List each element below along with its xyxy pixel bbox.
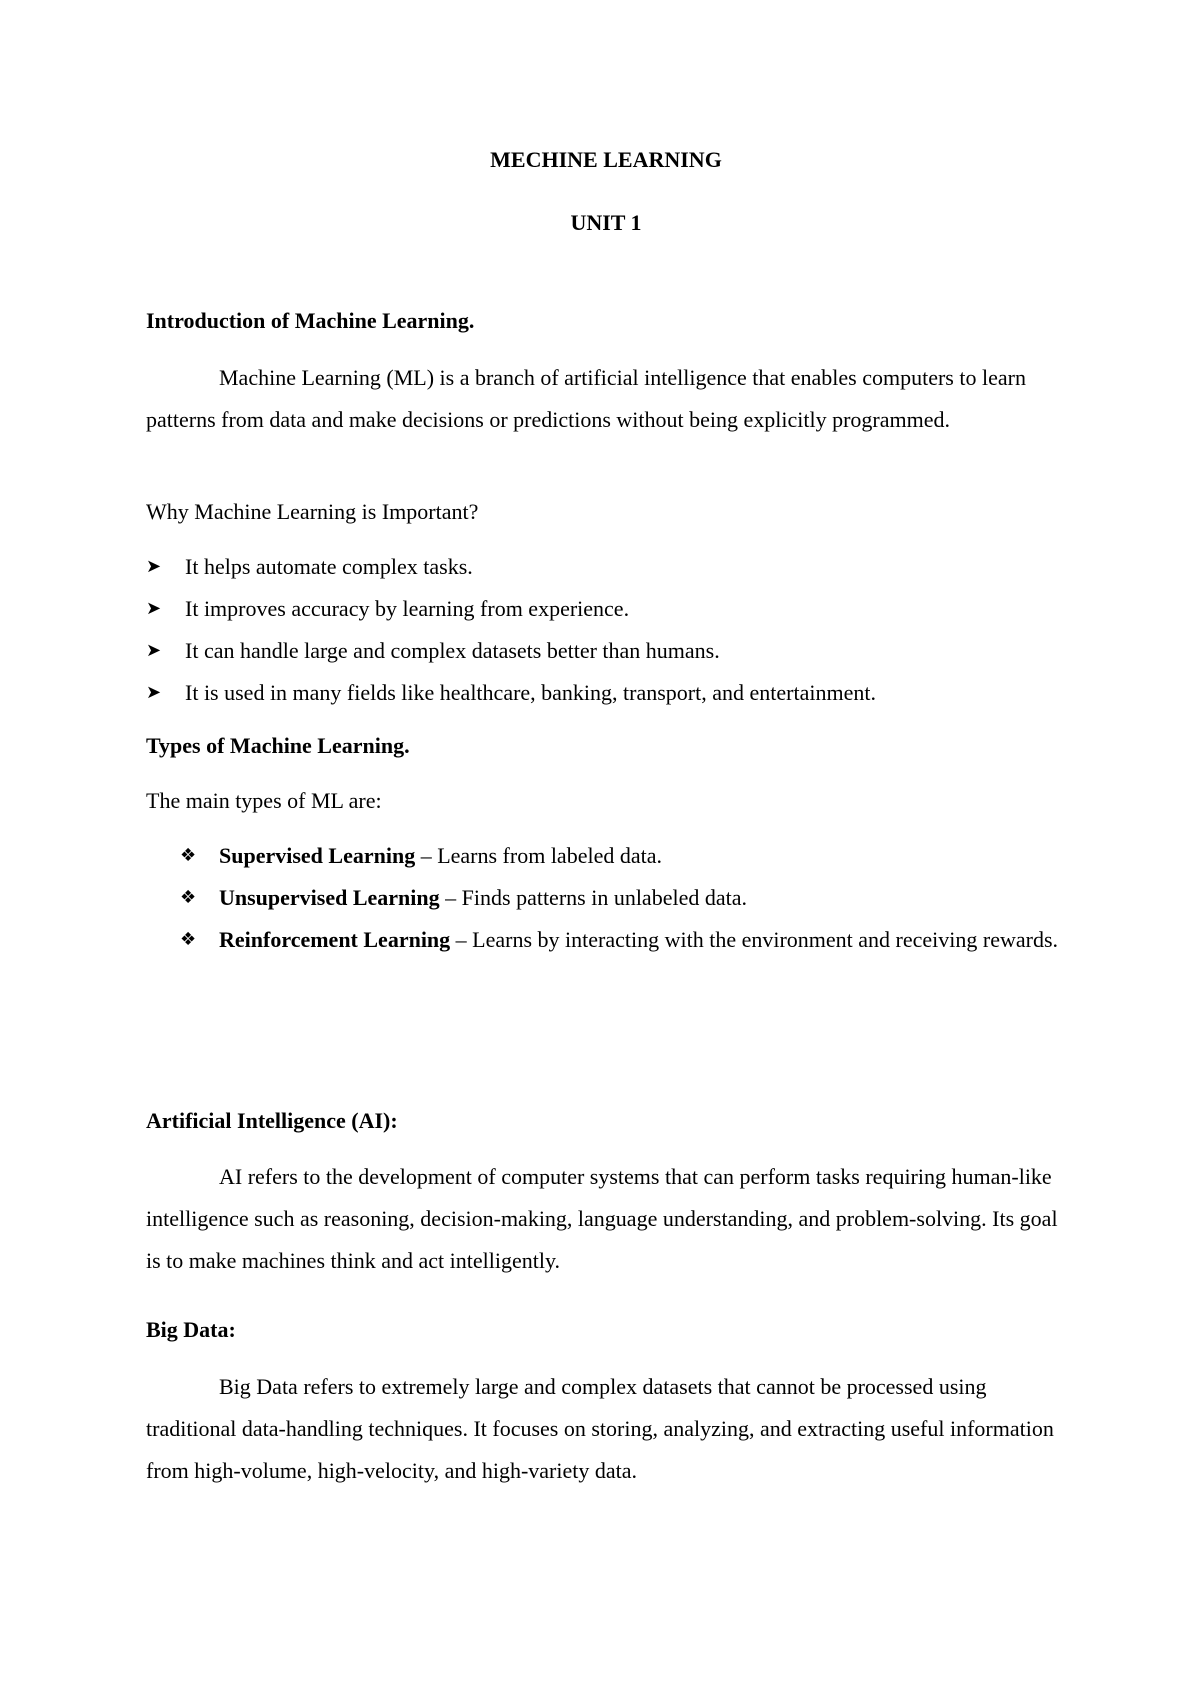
section-heading-introduction: Introduction of Machine Learning.: [146, 308, 475, 333]
big-data-paragraph: Big Data refers to extremely large and complex datasets that cannot be processed using traditional data-handling techniques. It focuses on storing, analyzing, and extracting useful information from high-volume, high-velocity, and high-variety data.: [146, 1374, 1054, 1483]
section-heading-big-data: Big Data:: [146, 1317, 236, 1342]
section-heading-ai: Artificial Intelligence (AI):: [146, 1108, 398, 1133]
arrowhead-bullet-icon: ➤: [146, 640, 162, 661]
type-description: – Learns by interacting with the environment and receiving rewards.: [450, 927, 1059, 952]
arrowhead-bullet-icon: ➤: [146, 556, 162, 577]
importance-bullet-list: [146, 546, 1066, 714]
list-item: [146, 588, 1066, 630]
section-heading-types: Types of Machine Learning.: [146, 733, 410, 758]
types-bullet-list: [146, 835, 1066, 961]
ai-paragraph: AI refers to the development of computer systems that can perform tasks requiring human-like intelligence such as reasoning, decision-making, language understanding, and problem-solving. Its goal is to make machines think and act intelligently.: [146, 1164, 1058, 1273]
list-item: [146, 630, 1066, 672]
type-description: – Learns from labeled data.: [415, 843, 662, 868]
document-subtitle: UNIT 1: [570, 210, 642, 235]
four-diamond-bullet-icon: ❖: [180, 929, 197, 950]
arrowhead-bullet-icon: ➤: [146, 598, 162, 619]
document-title: MECHINE LEARNING: [490, 147, 722, 172]
list-item-text: It improves accuracy by learning from experience.: [185, 596, 630, 621]
list-item-text: It can handle large and complex datasets better than humans.: [185, 638, 720, 663]
list-item: [146, 672, 1066, 714]
types-intro: The main types of ML are:: [146, 788, 382, 813]
type-description: – Finds patterns in unlabeled data.: [439, 885, 747, 910]
arrowhead-bullet-icon: ➤: [146, 682, 162, 703]
list-item: [146, 877, 1066, 919]
list-item-text: It is used in many fields like healthcare, banking, transport, and entertainment.: [185, 680, 876, 705]
list-item: [146, 835, 1066, 877]
list-item: [146, 546, 1066, 588]
four-diamond-bullet-icon: ❖: [180, 845, 197, 866]
type-term: Unsupervised Learning: [219, 885, 440, 910]
introduction-paragraph: Machine Learning (ML) is a branch of artificial intelligence that enables computers to learn patterns from data and make decisions or predictions without being explicitly programmed.: [146, 365, 1026, 432]
type-term: Supervised Learning: [219, 843, 416, 868]
why-important-question: Why Machine Learning is Important?: [146, 499, 479, 524]
list-item: [146, 919, 1066, 961]
list-item-text: It helps automate complex tasks.: [185, 554, 473, 579]
four-diamond-bullet-icon: ❖: [180, 887, 197, 908]
type-term: Reinforcement Learning: [219, 927, 451, 952]
